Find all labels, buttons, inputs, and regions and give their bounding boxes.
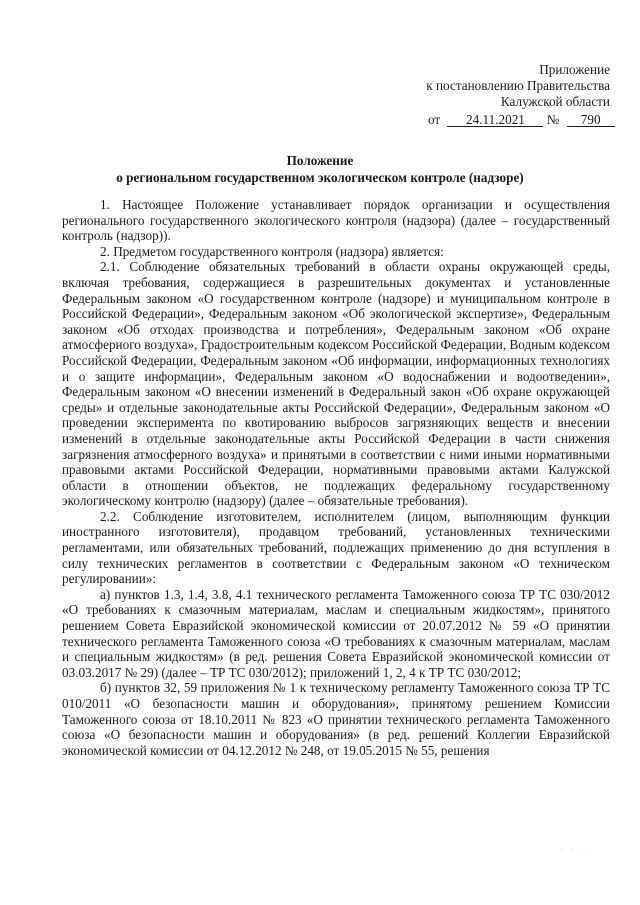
- item-b: б) пунктов 32, 59 приложения № 1 к техническому регламенту Таможенного союза ТР ТС 010/2011 «О безопасности машин и оборудования», принятому решением Комиссии Таможенного союза от 18.10.2011 № 823 «О принятии технического регламента Таможенного союза «О безопасности машин и оборудования» (в ред. решений Коллегии Евразийской экономической комиссии от 04.12.2012 № 248, от 19.05.2015 № 55, решения: [62, 680, 610, 758]
- document-body: [62, 197, 610, 758]
- appendix-header: [350, 62, 610, 110]
- order-date: 24.11.2021: [447, 113, 543, 127]
- order-details: [428, 112, 618, 128]
- title-line-1: Положение: [286, 153, 354, 168]
- paragraph-2: 2. Предметом государственного контроля (надзора) является:: [100, 243, 444, 259]
- document-title: [60, 152, 580, 186]
- scan-specks: · · ·: [560, 845, 589, 855]
- item-a: а) пунктов 1.3, 1.4, 3.8, 4.1 технического регламента Таможенного союза ТР ТС 030/2012 «О требованиях к смазочным материалам, маслам и специальным жидкостям», принятого решением Совета Евразийской экономической комиссии от 20.07.2012 № 59 «О принятии технического регламента Таможенного союза «О требованиях к смазочным материалам, маслам и специальным жидкостям» (в ред. решения Совета Евразийской экономической комиссии от 03.03.2017 № 29) (далее – ТР ТС 030/2012); приложений 1, 2, 4 к ТР ТС 030/2012;: [62, 586, 610, 680]
- appendix-reference: к постановлению Правительства: [426, 78, 610, 93]
- appendix-region: Калужской области: [500, 94, 610, 109]
- title-line-2: о региональном государственном экологическом контроле (надзоре): [116, 170, 524, 185]
- appendix-title: Приложение: [539, 62, 610, 77]
- order-from-label: от: [428, 112, 441, 127]
- order-number-label: №: [546, 112, 560, 127]
- paragraph-1: 1. Настоящее Положение устанавливает порядок организации и осуществления регионального государственного экологического контроля (надзора) (далее – государственный контроль (надзор)).: [62, 197, 610, 244]
- paragraph-2-2: 2.2. Соблюдение изготовителем, исполнителем (лицом, выполняющим функции иностранного изготовителя), продавцом требований, установленных техническими регламентами, или обязательных требований, подлежащих применению до дня вступления в силу технических регламентов в соответствии с Федеральным законом «О техническом регулировании»:: [62, 508, 610, 587]
- order-number: 790: [567, 113, 615, 127]
- paragraph-2-1: 2.1. Соблюдение обязательных требований в области охраны окружающей среды, включая требования, содержащиеся в разрешительных документах и установленные Федеральным законом «О государственном контроле (надзоре) и муниципальном контроле в Российской Федерации», Федеральным законом «Об экологической экспертизе», Федеральным законом «Об отходах производства и потребления», Федеральным законом «Об охране атмосферного воздуха», Градостроительным кодексом Российской Федерации, Водным кодексом Российской Федерации, Федеральным законом «Об информации, информационных технологиях и о защите информации», Федеральным законом «О водоснабжении и водоотведении», Федеральным законом «О внесении изменений в Федеральный закон «Об охране окружающей среды» и отдельные законодательные акты Российской Федерации», Федеральным законом «О проведении эксперимента по квотированию выбросов загрязняющих веществ и внесении изменений в отдельные законодательные акты Российской Федерации в части снижения загрязнения атмосферного воздуха» и принятыми в соответствии с ними иными нормативными правовыми актами Российской Федерации, нормативными правовыми актами Калужской области в отношении объектов, не подлежащих федеральному государственному экологическому контролю (надзору) (далее – обязательные требования).: [62, 259, 610, 509]
